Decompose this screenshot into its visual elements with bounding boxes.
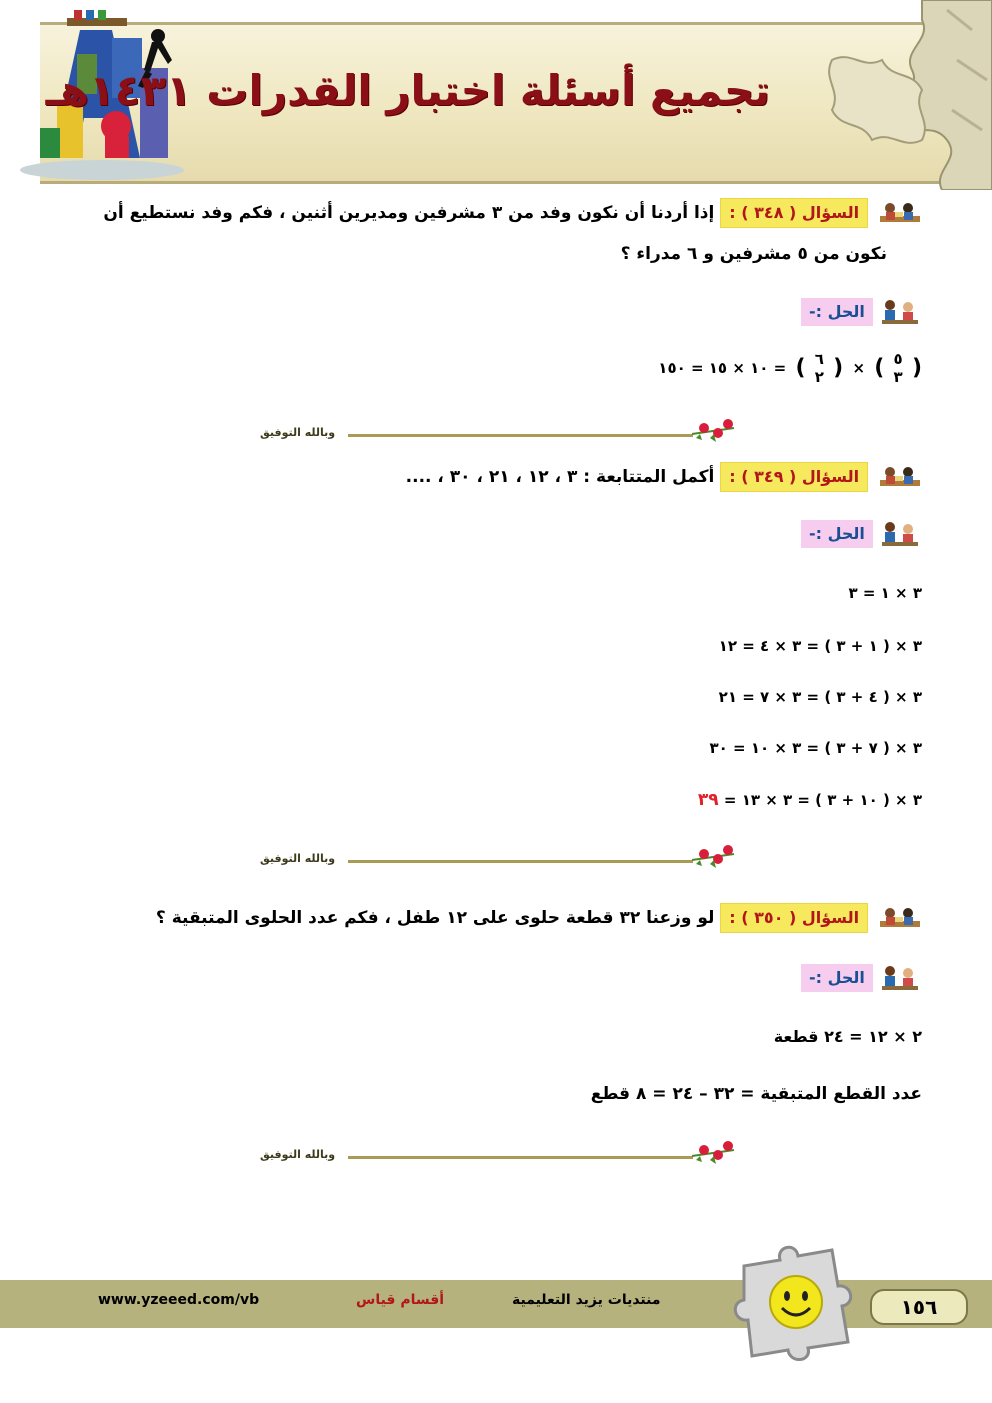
question-text: إذا أردنا أن نكون وفد من ٣ مشرفين ومديرين أثنين ، فكم وفد نستطيع أن: [103, 203, 715, 223]
solution-line-text: ٣ × ( ١٠ + ٣ ) = ٣ × ١٣ =: [723, 791, 922, 809]
binom-bottom: ٢: [814, 368, 824, 386]
divider-text: وبالله التوفيق: [260, 426, 336, 439]
question-number-label: السؤال ( ٣٤٩ ) :: [720, 462, 868, 492]
solution-label: الحل :-: [801, 520, 873, 548]
divider: [256, 850, 738, 872]
question-349: [406, 458, 922, 496]
question-348: [103, 194, 922, 232]
combination-equation: [658, 350, 922, 394]
smiley-puzzle-icon: [724, 1236, 860, 1364]
solution-line: [710, 739, 922, 757]
divider-text: وبالله التوفيق: [260, 852, 336, 865]
binom-top: ٥: [893, 350, 903, 368]
paren: ): [874, 355, 885, 381]
question-text-continued: نكون من ٥ مشرفين و ٦ مدراء ؟: [620, 244, 887, 264]
final-answer: ٣٩: [697, 790, 719, 810]
equation-result: = ١٠ × ١٥ = ١٥٠: [658, 359, 787, 377]
solution-label: الحل :-: [801, 964, 873, 992]
solution-line: ٣ × ( ١ + ٣ ) = ٣ × ٤ = ١٢: [718, 637, 922, 655]
question-number-label: السؤال ( ٣٤٨ ) :: [720, 198, 868, 228]
divider-line: [348, 1156, 693, 1159]
divider-line: [348, 860, 693, 863]
divider: [256, 424, 738, 446]
binomial-5-3: [894, 350, 903, 386]
footer-category: أقسام قياس: [356, 1292, 445, 1308]
divider-text: وبالله التوفيق: [260, 1148, 336, 1161]
teacher-student-icon: [880, 521, 920, 547]
solution-line: ٣ × ( ٤ + ٣ ) = ٣ × ٧ = ٢١: [718, 688, 922, 706]
page-title: تجميع أسئلة اختبار القدرات ١٤٣١هـ: [45, 66, 770, 115]
solution-heading: [801, 964, 920, 992]
footer-url: www.yzeeed.com/vb: [98, 1292, 260, 1308]
page-number: ١٥٦: [870, 1289, 968, 1325]
binom-top: ٦: [814, 350, 824, 368]
binomial-6-2: [815, 350, 824, 386]
solution-line-final: [698, 790, 922, 810]
times-sign: ×: [852, 359, 866, 377]
solution-label: الحل :-: [801, 298, 873, 326]
students-reading-icon: [878, 464, 922, 490]
students-reading-icon: [878, 905, 922, 931]
paren: (: [833, 355, 844, 381]
roses-icon: [688, 418, 738, 446]
solution-heading: [801, 520, 920, 548]
divider: [256, 1146, 738, 1168]
footer-forum-name: منتديات يزيد التعليمية: [512, 1292, 661, 1308]
paren: ): [795, 355, 806, 381]
roses-icon: [688, 1140, 738, 1168]
question-number-label: السؤال ( ٣٥٠ ) :: [720, 903, 868, 933]
students-reading-icon: [878, 200, 922, 226]
teacher-student-icon: [880, 299, 920, 325]
divider-line: [348, 434, 693, 437]
question-text: لو وزعنا ٣٢ قطعة حلوى على ١٢ طفل ، فكم عدد الحلوى المتبقية ؟: [155, 908, 715, 928]
solution-line: عدد القطع المتبقية = ٣٢ – ٢٤ = ٨ قطع: [590, 1084, 922, 1104]
binom-bottom: ٣: [893, 368, 903, 386]
solution-heading: [801, 298, 920, 326]
question-350: [156, 899, 922, 937]
solution-line: ٣ × ١ = ٣: [848, 584, 922, 602]
solution-line-text: ٣ × ( ٧ + ٣ ) = ٣ × ١٠ = ٣٠: [709, 739, 922, 757]
paren: (: [911, 355, 922, 381]
page-header: [0, 0, 992, 190]
question-text: أكمل المتتابعة : ٣ ، ١٢ ، ٢١ ، ٣٠ ، ....: [405, 467, 715, 487]
solution-line: ٢ × ١٢ = ٢٤ قطعة: [773, 1027, 922, 1046]
roses-icon: [688, 844, 738, 872]
teacher-student-icon: [880, 965, 920, 991]
puzzle-pieces-icon: [772, 0, 992, 190]
